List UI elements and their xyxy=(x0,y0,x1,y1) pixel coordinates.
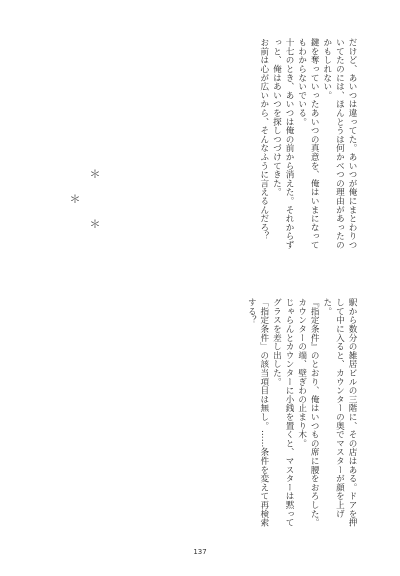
paragraph: だけど、あいつは違ってた。あいつが俺にまとわりついてたのには、ほんとうは何かべつの理由があったのかもしれない。 xyxy=(321,38,357,250)
paragraph: 『指定条件』のとおり、俺はいつもの席に腰をおろした。カウンターの端、壁ぎわの止まり木。 xyxy=(296,298,320,527)
paragraph: お前は心が広いから、そんなふうに言えるんだろ？ xyxy=(258,38,269,241)
paragraph: 「指定条件」の該当項目は無し。……条件を変えて再検索する？ xyxy=(246,298,269,527)
paragraph: じゃらんとカウンターに小銭を置くと、マスターは黙ってグラスを差し出した。 xyxy=(271,298,295,527)
scene-separator: ＊ ＊ ＊ xyxy=(68,167,101,268)
bottom-text-block xyxy=(42,298,358,528)
paragraph: 十七のとき、あいつは俺の前から消えた。それからずっと、俺はあいつを探しつづけてきた。 xyxy=(271,38,295,250)
paragraph: 鍵を奪っていったあいつの真意を、俺はいまになってもわからないでいる。 xyxy=(296,38,320,250)
page-number: 137 xyxy=(193,548,207,556)
paragraph: 駅から数分の雑居ビルの三階に、その店はある。ドアを押して中に入ると、カウンターの奥でマスターが顔を上げた。 xyxy=(321,298,357,527)
